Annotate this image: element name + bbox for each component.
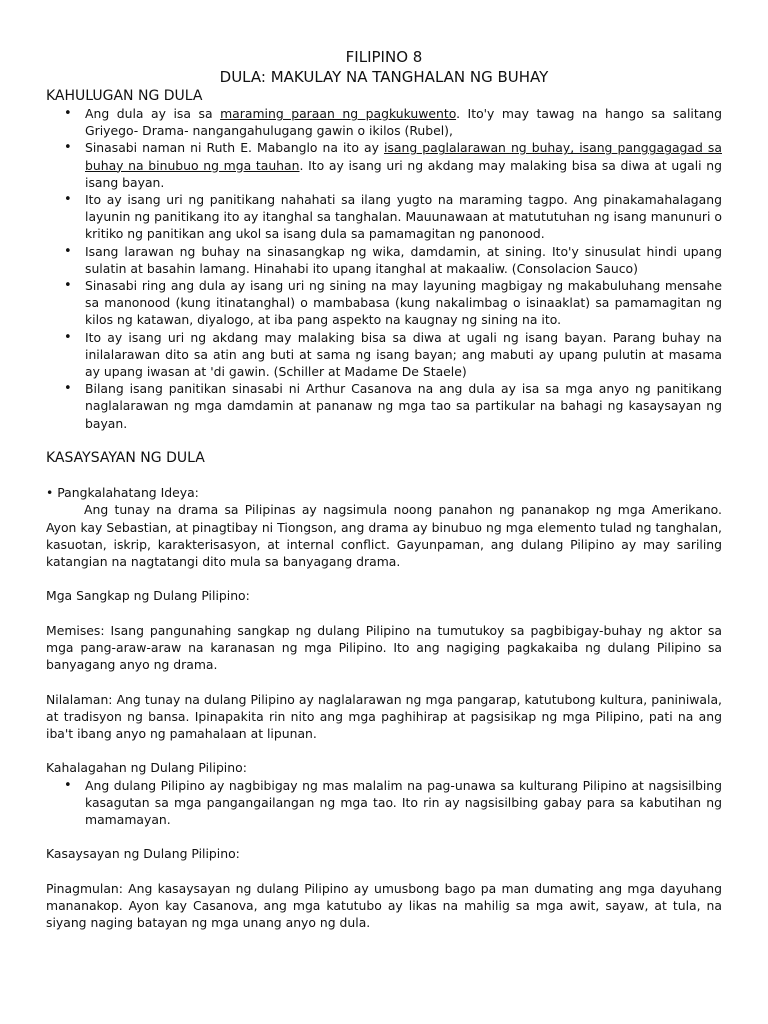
kasaysayan-dulang-heading: Kasaysayan ng Dulang Pilipino: xyxy=(46,846,240,862)
sangkap-heading: Mga Sangkap ng Dulang Pilipino: xyxy=(46,588,250,604)
memises-paragraph: Memises: Isang pangunahing sangkap ng dulang Pilipino na tumutukoy sa pagbibigay-buhay ng aktor sa mga pang-araw-araw na karanasan ng mga Pilipino. Ito ang nagiging pagkakaiba ng dulang Pilipino sa banyagang anyo ng drama. xyxy=(46,622,722,673)
document-page xyxy=(46,47,722,931)
document-title: DULA: MAKULAY NA TANGHALAN NG BUHAY xyxy=(219,68,549,86)
kahalagahan-list xyxy=(46,777,722,829)
kahulugan-bullet-6: • Ito ay isang uri ng akdang may malaking bisa sa diwa at ugali ng isang bayan. Parang buhay na inilalarawan dito sa atin ang buti at sama ng isang bayan; ang mabuti ay upang pulutin at masama ay upang iwasan at 'di gawin. (Schiller at Madame De Staele) xyxy=(46,329,722,381)
kahulugan-bullet-4: • Isang larawan ng buhay na sinasangkap ng wika, damdamin, at sining. Ito'y sinusulat hindi upang sulatin at basahin lamang. Hinahabi ito upang itanghal at makaaliw. (Consolacion Sauco) xyxy=(46,243,722,277)
spacer xyxy=(46,467,722,484)
spacer xyxy=(46,570,722,587)
kahulugan-bullet-7: • Bilang isang panitikan sinasabi ni Arthur Casanova na ang dula ay isa sa mga anyo ng panitikang naglalarawan ng mga damdamin at pananaw ng mga tao sa partikular na bahagi ng kasaysayan ng bayan. xyxy=(46,380,722,432)
kahalagahan-bullet: • Ang dulang Pilipino ay nagbibigay ng mas malalim na pag-unawa sa kulturang Pilipino at nagsisilbing kasagutan sa mga pangangailangan ng mga tao. Ito rin ay nagsisilbing gabay para sa kabutihan ng mamamayan. xyxy=(46,777,722,829)
spacer xyxy=(46,605,722,622)
kahulugan-bullet-1-text: Ang dula ay isa sa xyxy=(85,106,221,121)
spacer xyxy=(46,828,722,845)
nilalaman-paragraph: Nilalaman: Ang tunay na dulang Pilipino ay naglalarawan ng mga pangarap, katutubong kultura, paniniwala, at tradisyon ng bansa. Ipinapakita rin nito ang mga paghihirap at pagsisikap ng mga Pilipino, pati na ang iba't ibang anyo ng pamahalaan at lipunan. xyxy=(46,691,722,742)
kahulugan-bullet-2 xyxy=(46,139,722,191)
kahalagahan-heading: Kahalagahan ng Dulang Pilipino: xyxy=(46,760,247,776)
kahulugan-list xyxy=(46,105,722,432)
spacer xyxy=(46,673,722,690)
kahulugan-bullet-5: • Sinasabi ring ang dula ay isang uri ng sining na may layuning magbigay ng makabuluhang mensahe sa manonood (kung itinatanghal) o mambabasa (kung nakalimbag o isinaaklat) sa pamamagitan ng kilos ng katawan, diyalogo, at iba pang aspekto na kaugnay ng sining na ito. xyxy=(46,277,722,329)
kahulugan-bullet-3: • Ito ay isang uri ng panitikang nahahati sa ilang yugto na maraming tagpo. Ang pinakamahalagang layunin ng panitikang ito ay itanghal sa tanghalan. Mauunawaan at matututuhan ng isang manunuri o kritiko ng panitikan ang ukol sa isang dula sa pamamagitan ng panonood. xyxy=(46,191,722,243)
kahulugan-bullet-1 xyxy=(46,105,722,139)
kahulugan-bullet-2-underlined: isang paglalarawan ng buhay, isang panggagagad sa buhay na binubuo ng mga tauhan xyxy=(85,140,722,173)
kahulugan-heading: KAHULUGAN NG DULA xyxy=(46,88,203,104)
spacer xyxy=(46,863,722,880)
pinagmulan-paragraph: Pinagmulan: Ang kasaysayan ng dulang Pilipino ay umusbong bago pa man dumating ang mga dayuhang mananakop. Ayon kay Casanova, ang mga katutubo ay likas na mahilig sa mga awit, sayaw, at tula, na siyang naging batayan ng mga unang anyo ng dula. xyxy=(46,880,722,931)
spacer xyxy=(46,432,722,449)
spacer xyxy=(46,742,722,759)
pangkalahatan-label: • Pangkalahatang Ideya: xyxy=(46,485,199,501)
kahulugan-bullet-2-rest: . Ito ay isang uri ng akdang may malaking bisa sa diwa at ugali ng isang bayan. xyxy=(85,157,722,190)
kasaysayan-heading: KASAYSAYAN NG DULA xyxy=(46,450,205,467)
pangkalahatan-paragraph: Ang tunay na drama sa Pilipinas ay nagsimula noong panahon ng pananakop ng mga Amerikano. Ayon kay Sebastian, at pinagtibay ni Tiongson, ang drama ay binubuo ng mga elemento tulad ng tanghalan, kasuotan, iskrip, karakterisasyon, at internal conflict. Gayunpaman, ang dulang Pilipino ay may sariling katangian na nagtatangi dito mula sa banyagang drama. xyxy=(46,502,722,570)
kahulugan-bullet-1-rest: . Ito'y may tawag na hango sa salitang Griyego- Drama- nangangahulugang gawin o ikilos (Rubel), xyxy=(85,106,723,139)
kahulugan-bullet-1-underlined: maraming paraan ng pagkukuwento xyxy=(220,106,457,121)
subject-title: FILIPINO 8 xyxy=(345,48,423,66)
kahulugan-bullet-2-text: Sinasabi naman ni Ruth E. Mabanglo na ito ay xyxy=(85,140,384,156)
